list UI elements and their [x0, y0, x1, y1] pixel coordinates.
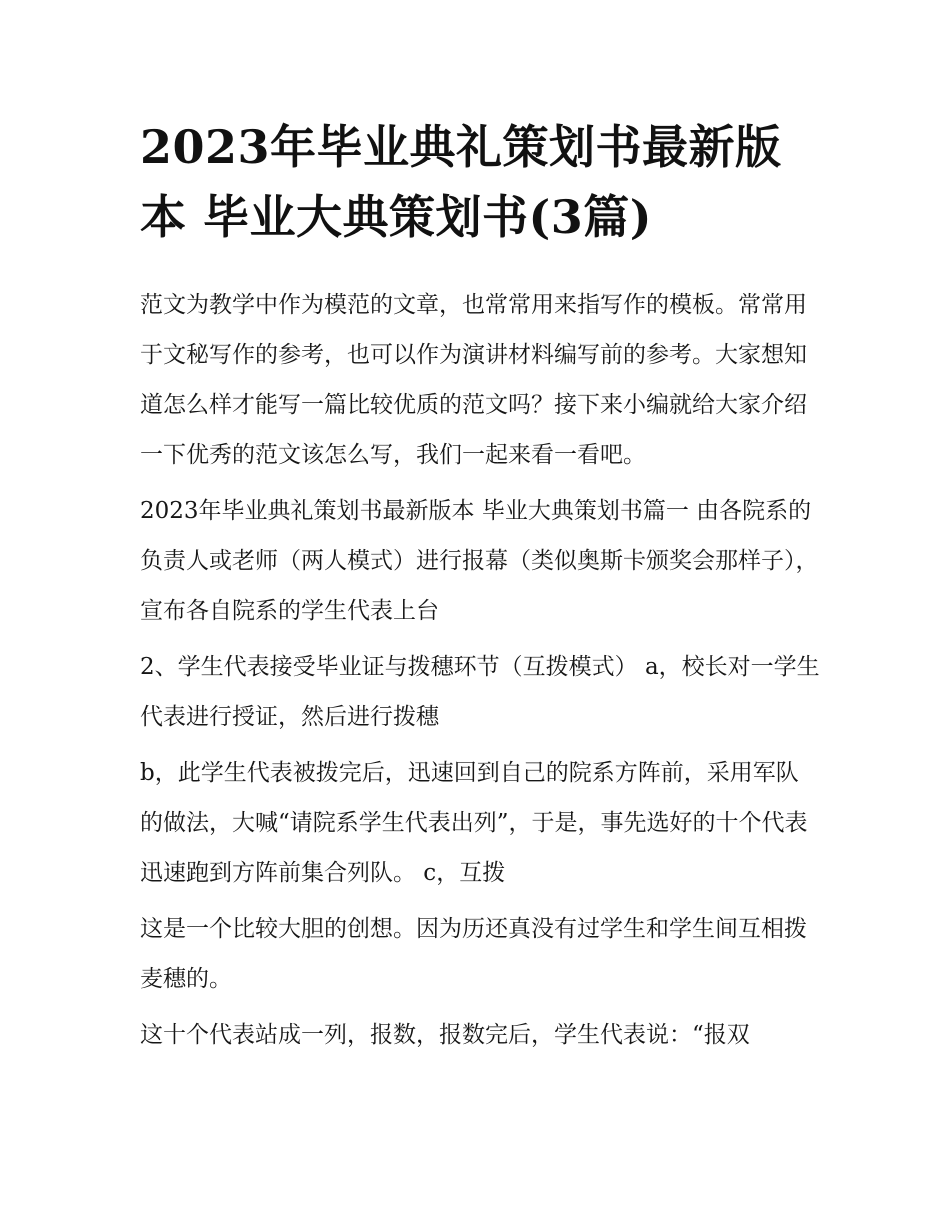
paragraph: 范文为教学中作为模范的文章，也常常用来指写作的模板。常常用于文秘写作的参考，也可以作为演讲材料编写前的参考。大家想知道怎么样才能写一篇比较优质的范文吗？接下来小编就给大家介绍一下优秀的范文该怎么写，我们一起来看一看吧。: [140, 292, 807, 468]
paragraph: 这十个代表站成一列，报数，报数完后，学生代表说：“报双: [140, 1022, 750, 1048]
document-title: 2023年毕业典礼策划书最新版本 毕业大典策划书(3篇): [140, 120, 782, 244]
paragraph: 2023年毕业典礼策划书最新版本 毕业大典策划书篇一 由各院系的负责人或老师（两人模式）进行报幕（类似奥斯卡颁奖会那样子），宣布各自院系的学生代表上台: [140, 498, 819, 624]
paragraph: 2、学生代表接受毕业证与拨穗环节（互拨模式） a，校长对一学生代表进行授证，然后进行拨穗: [140, 654, 820, 730]
document-body: [140, 280, 820, 1066]
paragraph: b，此学生代表被拨完后，迅速回到自己的院系方阵前，采用军队的做法，大喊“请院系学生代表出列”，于是，事先选好的十个代表迅速跑到方阵前集合列队。 c，互拨: [140, 760, 808, 886]
paragraph: 这是一个比较大胆的创想。因为历还真没有过学生和学生间互相拨麦穗的。: [140, 916, 807, 992]
